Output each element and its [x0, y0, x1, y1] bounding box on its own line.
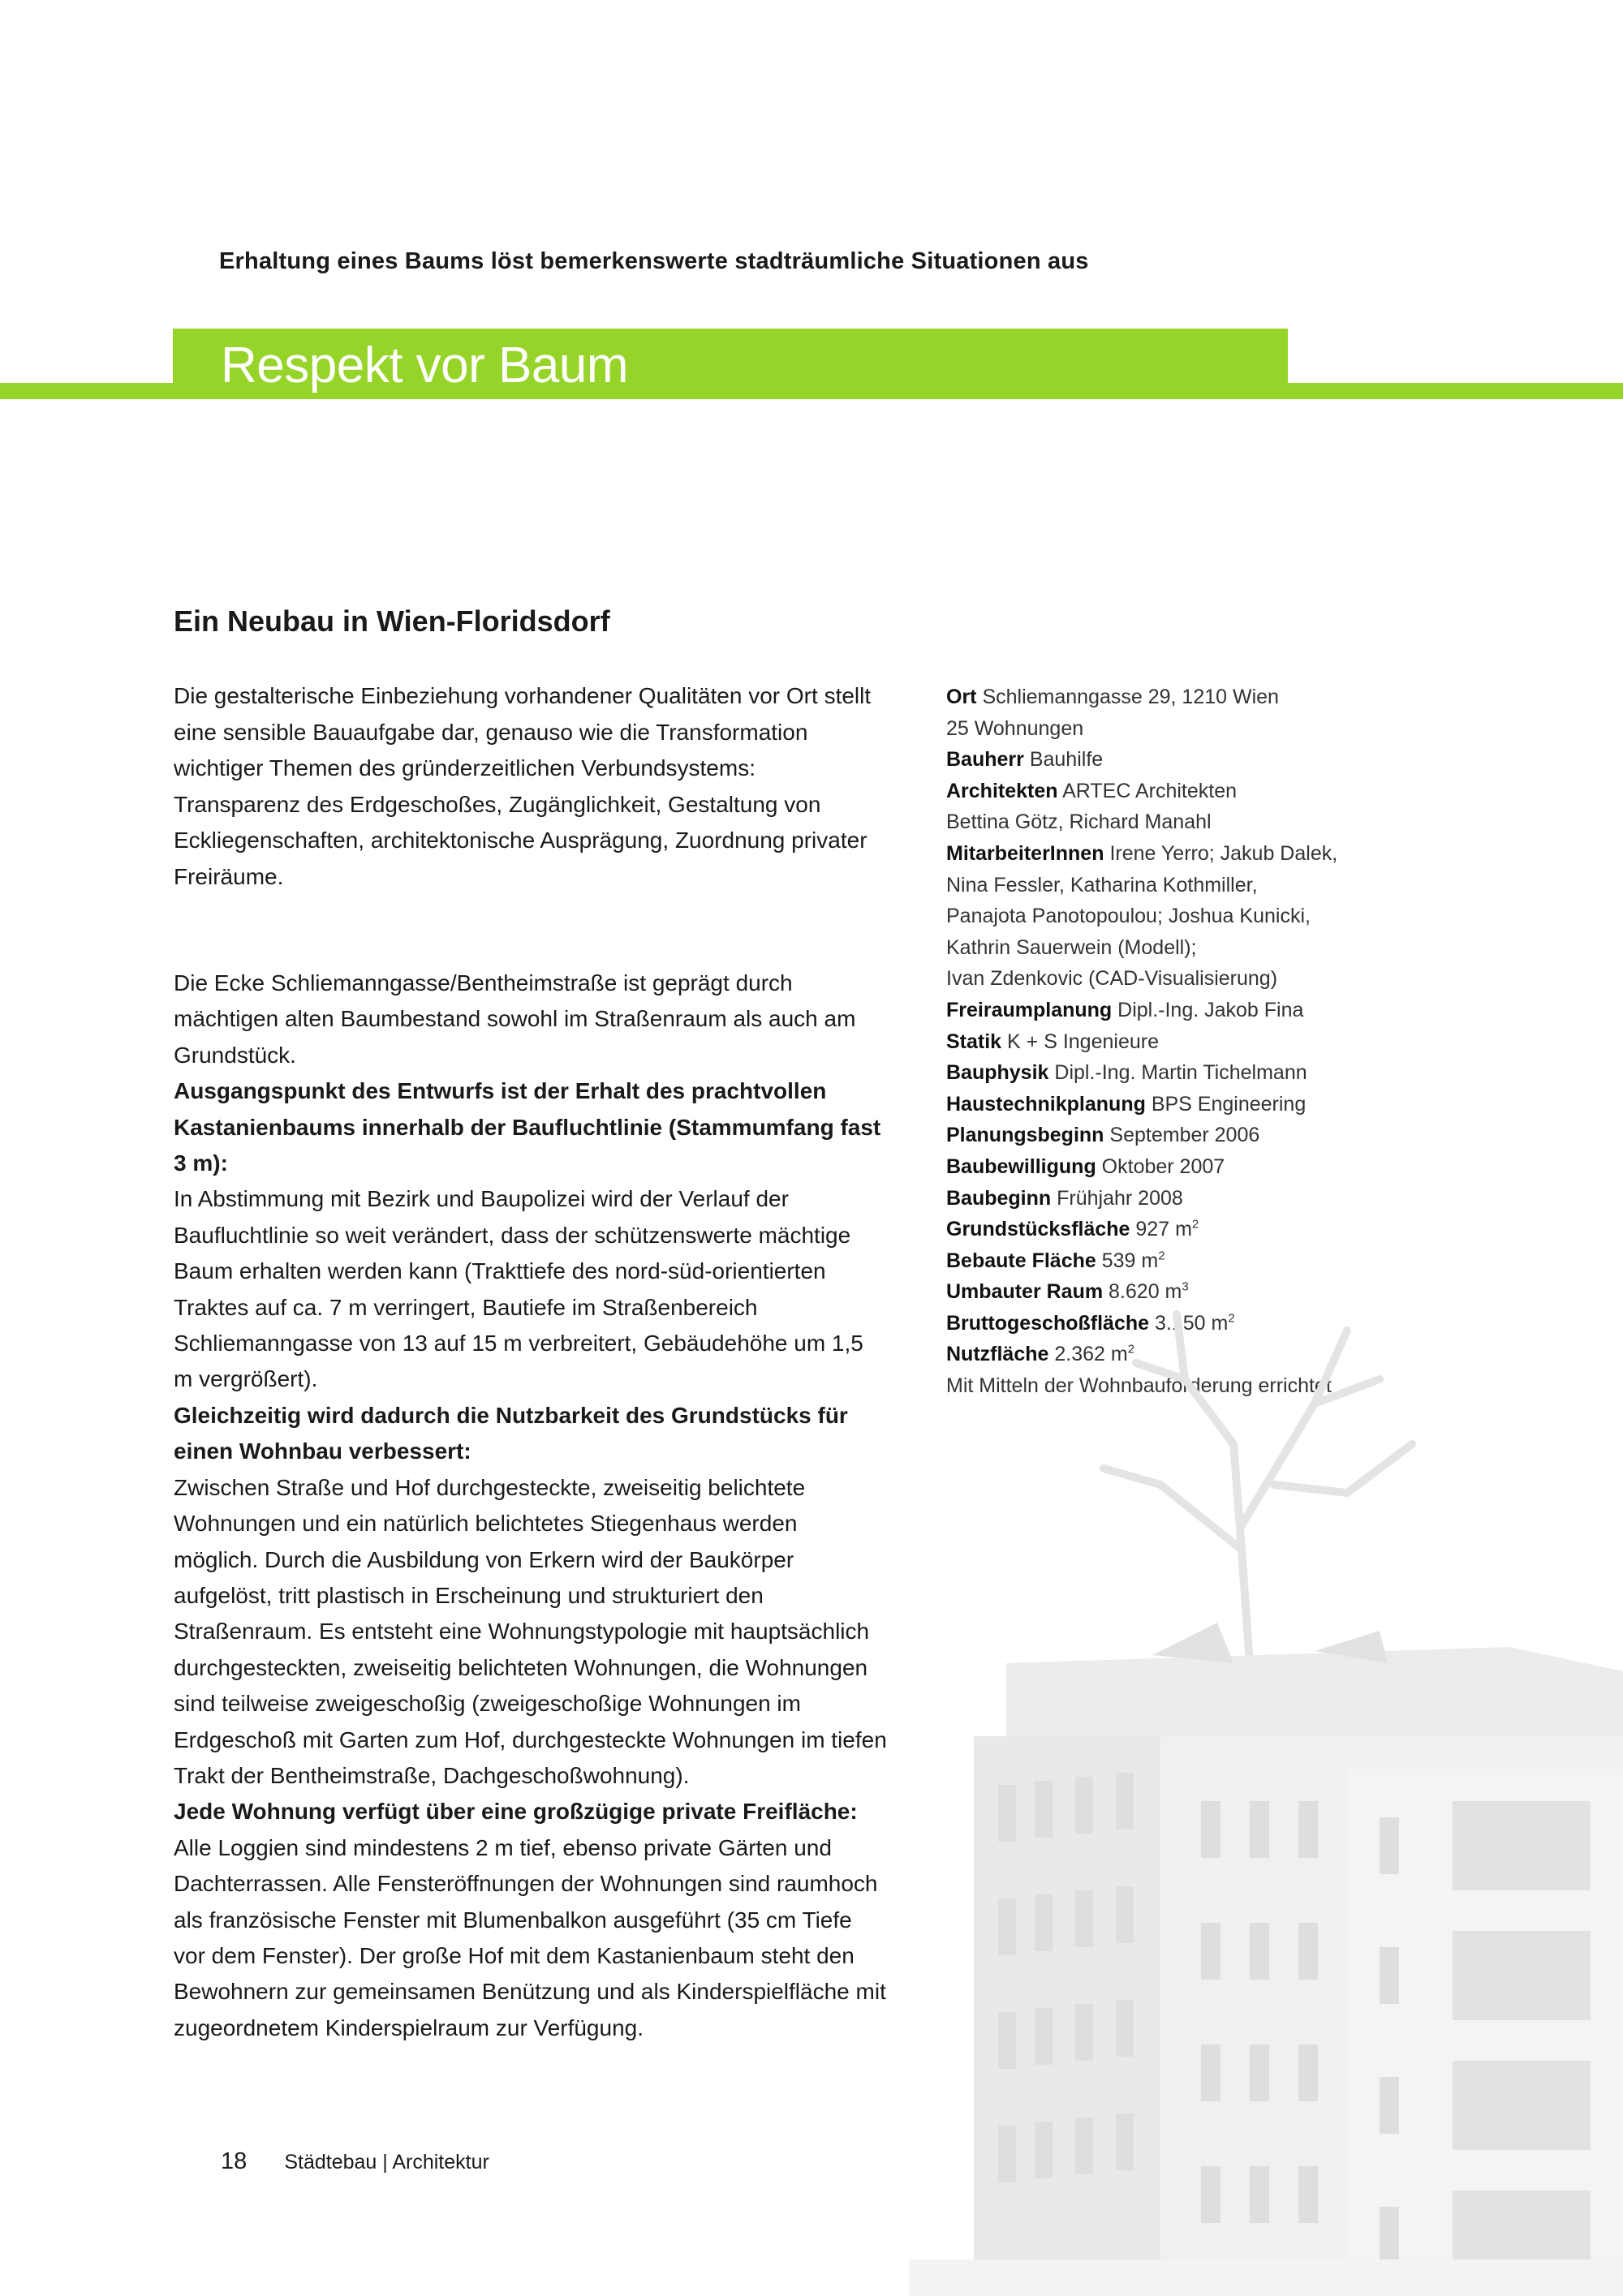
fact-value: Bauhilfe — [1029, 748, 1104, 772]
fact-row — [946, 901, 1401, 932]
fact-row — [946, 995, 1401, 1026]
fact-row — [946, 806, 1401, 838]
page-number: 18 — [221, 2148, 248, 2174]
fact-value: BPS Engineering — [1151, 1092, 1307, 1116]
body-paragraph: Alle Loggien sind mindestens 2 m tief, ebenso private Gärten und Dachterrassen. Alle Fensteröffnungen der Wohnungen sind raumhoch als französische Fenster mit Blumenbalkon ausgeführt (35 cm Tiefe vor dem Fenster). Der große Hof mit dem Kastanienbaum steht den Bewohnern zur gemeinsamen Benützung und als Kinderspielfläche mit zugeordnetem Kinderspielraum zur Verfügung. — [174, 1834, 886, 2040]
unit-exponent: 2 — [1191, 1217, 1199, 1232]
kicker-headline: Erhaltung eines Baums löst bemerkenswerte stadträumliche Situationen aus — [219, 248, 1089, 274]
fact-value: Irene Yerro; Jakub Dalek, — [1109, 841, 1338, 865]
fact-label: Architekten — [946, 779, 1058, 802]
body-highlight: Gleichzeitig wird dadurch die Nutzbarkeit des Grundstücks für einen Wohnbau verbessert: — [174, 1402, 848, 1464]
fact-label: Baubewilligung — [946, 1154, 1096, 1178]
fact-label: Umbauter Raum — [946, 1280, 1104, 1304]
fact-value: Nina Fessler, Katharina Kothmiller, — [946, 873, 1258, 896]
fact-value: Dipl.-Ing. Martin Tichelmann — [1054, 1061, 1307, 1085]
unit-exponent: 2 — [1158, 1249, 1165, 1263]
unit-exponent: 2 — [1127, 1343, 1135, 1357]
page-footer — [221, 2148, 489, 2175]
fact-value: 539 m — [1101, 1249, 1159, 1272]
fact-label: Baubeginn — [946, 1186, 1052, 1210]
fact-value: K + S Ingenieure — [1007, 1030, 1159, 1053]
fact-row — [946, 838, 1401, 870]
fact-value: 927 m — [1135, 1218, 1192, 1241]
body-highlight: Jede Wohnung verfügt über eine großzügige private Freifläche: — [174, 1799, 858, 1825]
body-paragraph: Zwischen Straße und Hof durchgesteckte, zweiseitig belichtete Wohnungen und ein natürlich belichtetes Stiegenhaus werden möglich. Durch die Ausbildung von Erkern wird der Baukörper aufgelöst, tritt plastisch in Erscheinung und strukturiert den Straßenraum. Es entsteht eine Wohnungstypologie mit hauptsächlich durchgesteckten, zweiseitig belichteten Wohnungen, die Wohnungen sind teilweise zweigeschoßig (zweigeschoßige Wohnungen im Erdgeschoß mit Garten zum Hof, durchgesteckte Wohnungen im tiefen Trakt der Bentheimstraße, Dachgeschoßwohnung). — [174, 1474, 887, 1788]
fact-value: Bettina Götz, Richard Manahl — [946, 810, 1212, 834]
fact-row — [946, 1245, 1401, 1277]
fact-label: Nutzfläche — [946, 1343, 1049, 1366]
body-paragraph: In Abstimmung mit Bezirk und Baupolizei wird der Verlauf der Baufluchtlinie so weit verändert, dass der schützenswerte mächtige Baum erhalten werden kann (Trakttiefe des nord-süd-orientierten Traktes auf ca. 7 m verringert, Bautiefe im Straßenbereich Schliemanngasse von 13 auf 15 m verbreitert, Gebäudehöhe um 1,5 m vergrößert). — [174, 1186, 863, 1392]
fact-label: Statik — [946, 1030, 1002, 1053]
fact-label: Planungsbeginn — [946, 1124, 1104, 1147]
fact-row — [946, 1214, 1401, 1245]
fact-row — [946, 932, 1401, 964]
fact-row — [946, 1026, 1401, 1058]
fact-value: Kathrin Sauerwein (Modell); — [946, 935, 1197, 959]
fact-row — [946, 963, 1401, 995]
page-title: Respekt vor Baum — [221, 338, 628, 393]
building-model-image — [893, 1279, 1623, 2296]
fact-label: Bauphysik — [946, 1061, 1049, 1085]
fact-label: Freiraumplanung — [946, 998, 1113, 1021]
fact-row — [946, 1057, 1401, 1089]
fact-value: Oktober 2007 — [1101, 1154, 1225, 1178]
fact-label: Bruttogeschoßfläche — [946, 1311, 1150, 1335]
title-bar — [173, 329, 1288, 393]
model-base — [909, 2259, 1623, 2296]
fact-value: Frühjahr 2008 — [1057, 1186, 1183, 1210]
tree-branches — [1104, 1311, 1412, 1663]
fact-value: 8.620 m — [1109, 1280, 1182, 1304]
fact-row — [946, 1183, 1401, 1215]
fact-row — [946, 681, 1401, 713]
fact-row — [946, 1120, 1401, 1151]
body-paragraph: Die Ecke Schliemanngasse/Bentheimstraße ist geprägt durch mächtigen alten Baumbestand sowohl im Straßenraum als auch am Grundstück. — [174, 970, 856, 1068]
fact-row — [946, 713, 1401, 745]
body-highlight: Ausgangspunkt des Entwurfs ist der Erhalt des prachtvollen Kastanienbaums innerhalb der Baufluchtlinie (Stammumfang fast 3 m): — [174, 1078, 881, 1176]
unit-exponent: 3 — [1182, 1279, 1189, 1294]
fact-label: MitarbeiterInnen — [946, 841, 1104, 865]
fact-value: 3.150 m — [1154, 1311, 1229, 1335]
fact-value: 25 Wohnungen — [946, 716, 1084, 740]
model-roof — [1006, 1623, 1623, 1736]
fact-value: Schliemanngasse 29, 1210 Wien — [982, 686, 1279, 708]
fact-value: ARTEC Architekten — [1062, 779, 1238, 802]
fact-label: Haustechnikplanung — [946, 1092, 1146, 1116]
article-subtitle: Ein Neubau in Wien-Floridsdorf — [174, 604, 610, 638]
lead-paragraph: Die gestalterische Einbeziehung vorhandener Qualitäten vor Ort stellt eine sensible Bauaufgabe dar, genauso wie die Transformation wichtiger Themen des gründerzeitlichen Verbundsystems: Transparenz des Erdgeschoßes, Zugänglichkeit, Gestaltung von Eckliegenschaften, architektonische Ausprägung, Zuordnung privater Freiräume. — [174, 683, 872, 889]
fact-label: Bauherr — [946, 748, 1024, 772]
fact-row — [946, 870, 1401, 901]
fact-value: Mit Mitteln der Wohnbauförderung errichtet — [946, 1374, 1332, 1398]
fact-value: September 2006 — [1109, 1124, 1260, 1147]
unit-exponent: 2 — [1228, 1311, 1235, 1326]
fact-label: Ort — [946, 686, 977, 708]
fact-row — [946, 744, 1401, 776]
fact-row — [946, 1151, 1401, 1183]
fact-label: Grundstücksfläche — [946, 1218, 1130, 1241]
fact-row — [946, 776, 1401, 807]
fact-value: Ivan Zdenkovic (CAD-Visualisierung) — [946, 967, 1278, 991]
fact-value: Dipl.-Ing. Jakob Fina — [1117, 998, 1304, 1021]
fact-value: Panajota Panotopoulou; Joshua Kunicki, — [946, 905, 1311, 928]
fact-row — [946, 1089, 1401, 1120]
fact-value: 2.362 m — [1054, 1343, 1128, 1366]
section-label: Städtebau | Architektur — [284, 2151, 489, 2173]
fact-label: Bebaute Fläche — [946, 1249, 1096, 1272]
article-body — [174, 965, 888, 2046]
